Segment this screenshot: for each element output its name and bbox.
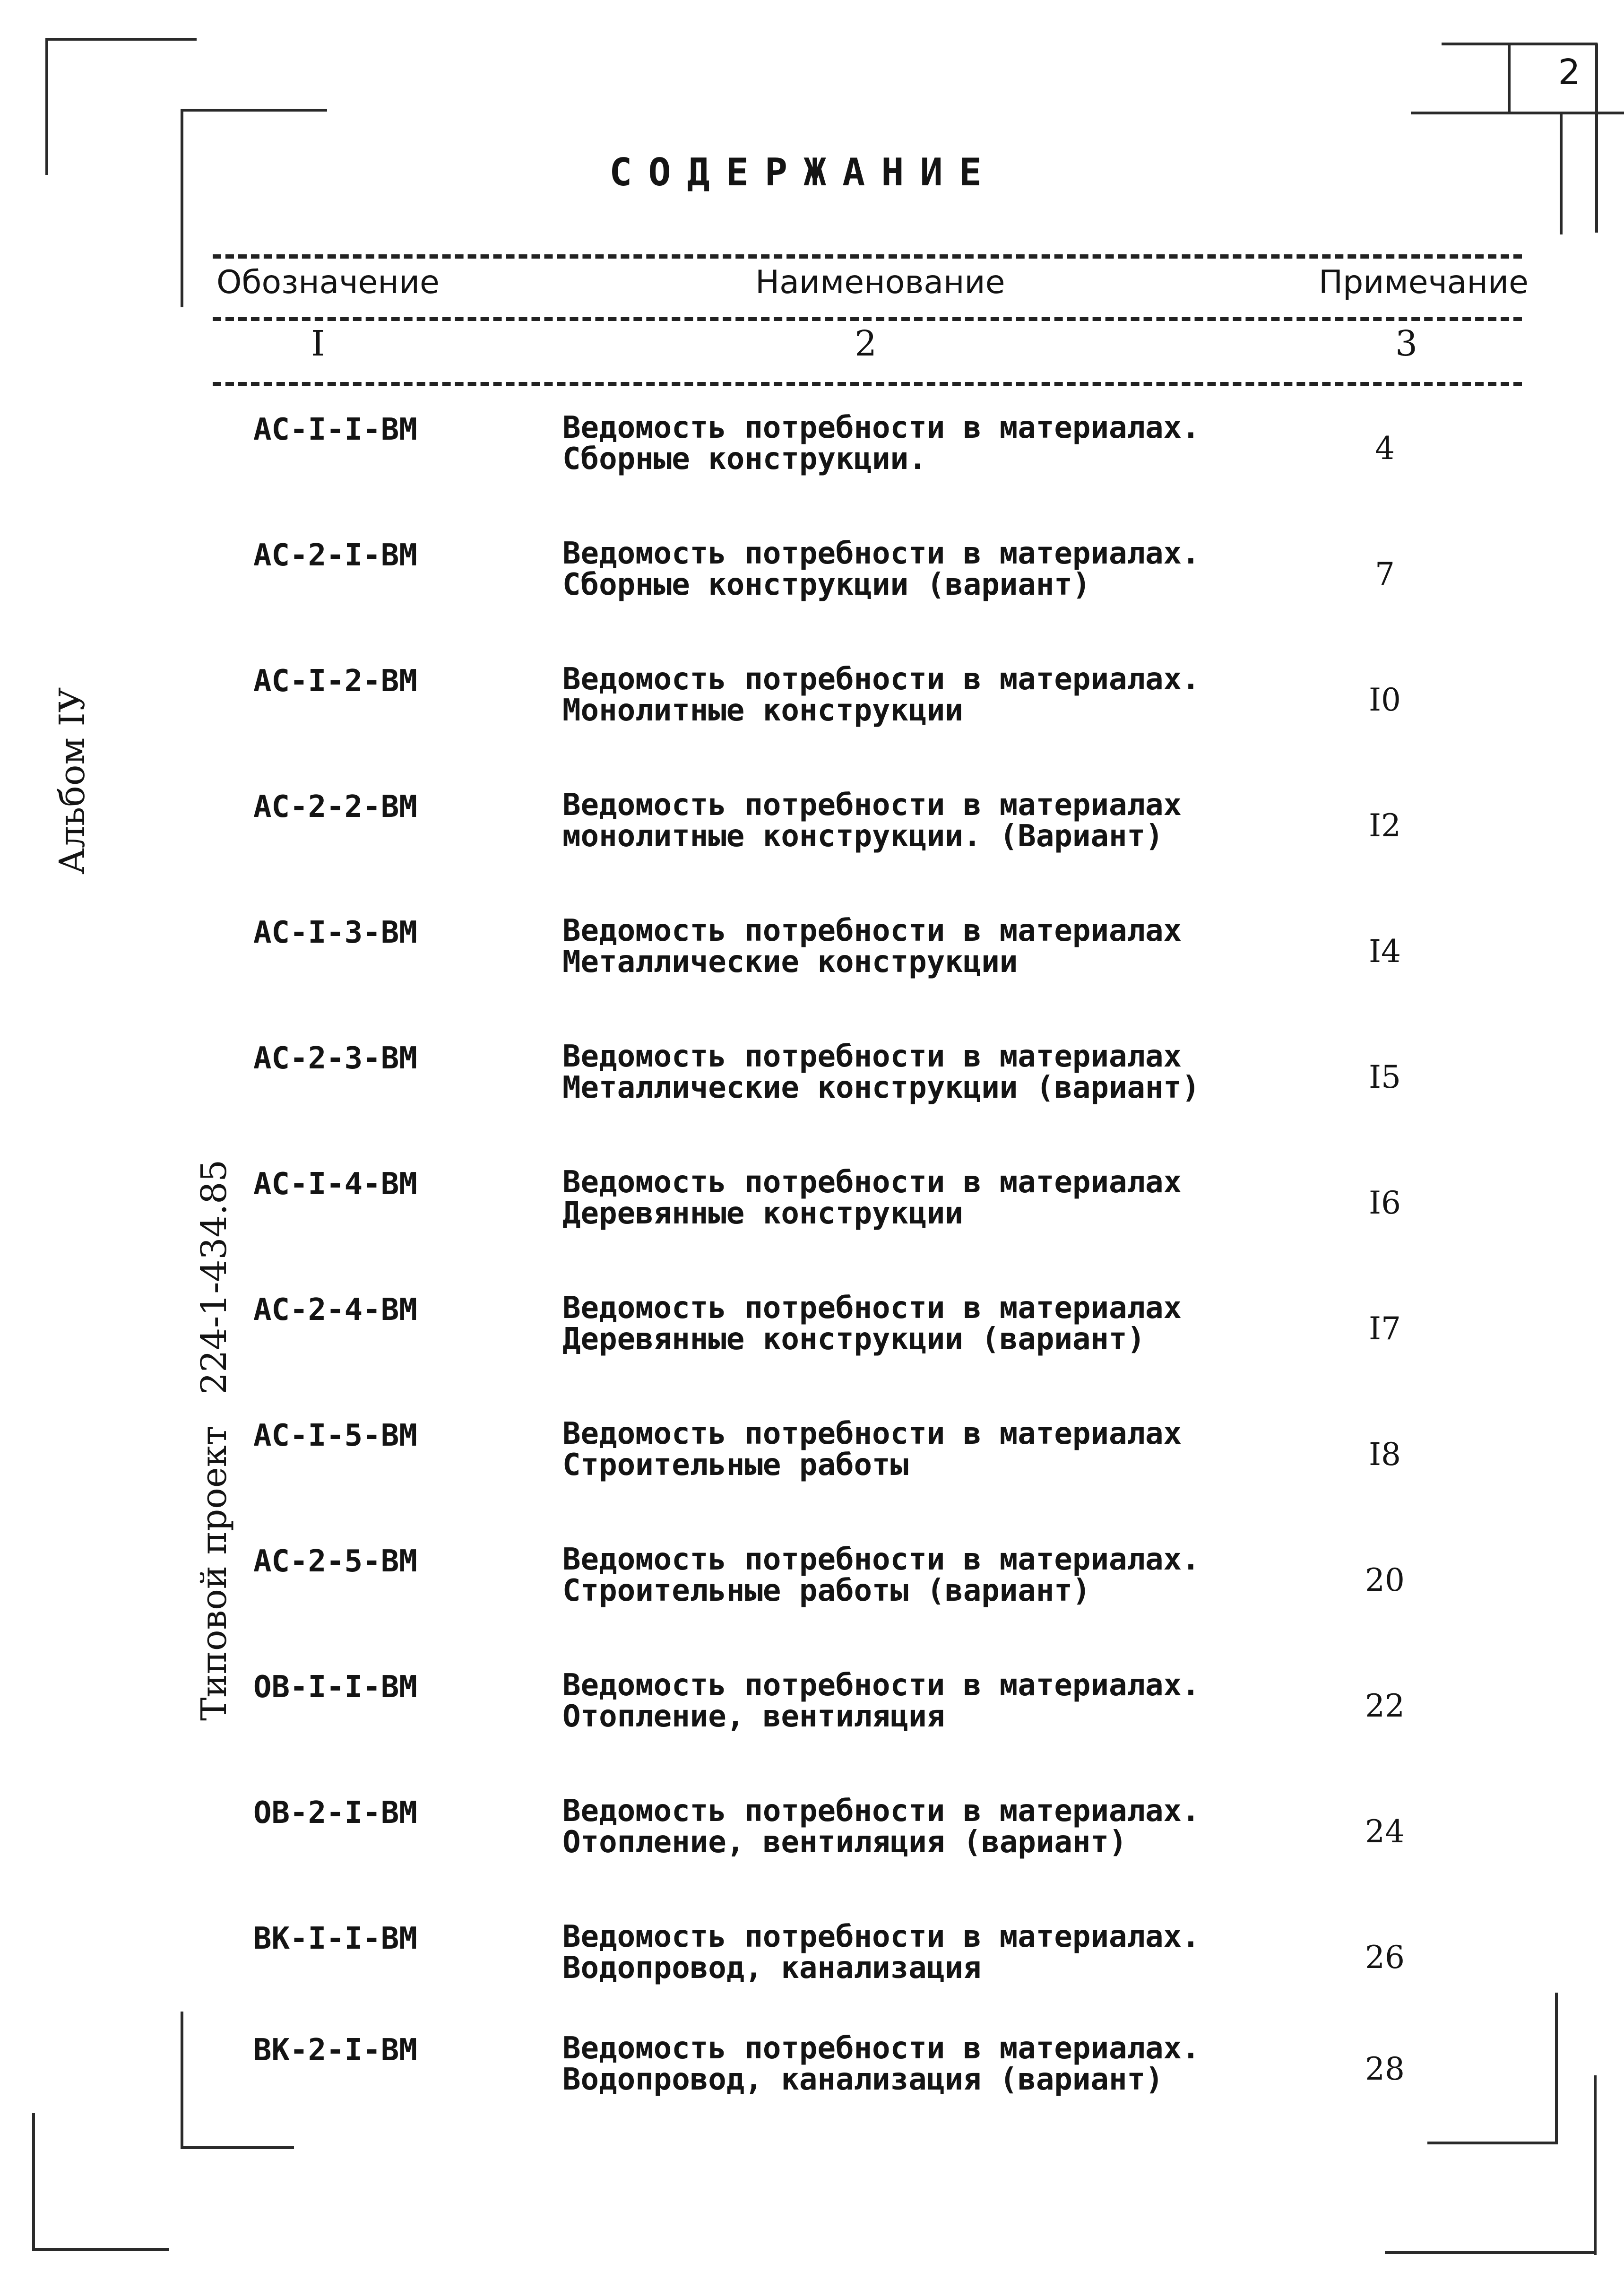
header-name: Наименование bbox=[755, 264, 1005, 301]
row-designation: АС-I-2-ВМ bbox=[253, 664, 417, 699]
row-note: 28 bbox=[1365, 2051, 1405, 2087]
row-name-line-1: Ведомость потребности в материалах bbox=[562, 1165, 1182, 1200]
row-name-line-1: Ведомость потребности в материалах bbox=[562, 1039, 1182, 1074]
row-note: 22 bbox=[1365, 1688, 1405, 1724]
frame-line-outer-bottom-right bbox=[1385, 2251, 1595, 2254]
row-name bbox=[562, 915, 1390, 978]
row-name-line-2: Строительные работы bbox=[562, 1448, 909, 1483]
row-designation: АС-2-5-ВМ bbox=[253, 1544, 417, 1579]
table-row bbox=[0, 789, 1624, 915]
row-name bbox=[562, 538, 1390, 600]
column-number-2: 2 bbox=[855, 323, 877, 364]
row-note: 26 bbox=[1365, 1939, 1405, 1976]
column-number-3: 3 bbox=[1395, 323, 1418, 364]
table-row bbox=[0, 538, 1624, 664]
side-label-album: Альбом IУ bbox=[52, 687, 93, 875]
row-designation: АС-I-5-ВМ bbox=[253, 1418, 417, 1453]
row-name bbox=[562, 2033, 1390, 2095]
header-rule-top bbox=[213, 254, 1522, 259]
row-name bbox=[562, 664, 1390, 726]
row-name-line-1: Ведомость потребности в материалах bbox=[562, 913, 1182, 948]
table-row bbox=[0, 1921, 1624, 2047]
frame-line-inner-top-left bbox=[181, 109, 327, 112]
frame-line-inner-right-top bbox=[1560, 112, 1563, 234]
row-note: I8 bbox=[1368, 1436, 1401, 1473]
frame-line-outer-bottom-left bbox=[32, 2248, 169, 2251]
row-note: I2 bbox=[1368, 807, 1401, 844]
table-row bbox=[0, 664, 1624, 789]
row-name bbox=[562, 1041, 1390, 1103]
row-note: I6 bbox=[1368, 1185, 1401, 1221]
row-name-line-1: Ведомость потребности в материалах bbox=[562, 788, 1182, 823]
row-name-line-1: Ведомость потребности в материалах. bbox=[562, 1668, 1200, 1703]
row-note: 4 bbox=[1375, 430, 1395, 467]
row-name-line-2: Водопровод, канализация (вариант) bbox=[562, 2062, 1164, 2097]
header-rule-bottom bbox=[213, 382, 1522, 386]
row-note: I5 bbox=[1368, 1059, 1401, 1095]
row-name-line-1: Ведомость потребности в материалах. bbox=[562, 1919, 1200, 1954]
row-name-line-1: Ведомость потребности в материалах. bbox=[562, 1542, 1200, 1577]
frame-line-inner-left-top bbox=[181, 109, 183, 307]
table-row bbox=[0, 915, 1624, 1041]
header-designation: Обозначение bbox=[216, 264, 440, 301]
row-name-line-2: Отопление, вентиляция bbox=[562, 1699, 945, 1734]
row-designation: ВК-I-I-ВМ bbox=[253, 1921, 417, 1956]
table-row bbox=[0, 412, 1624, 538]
row-name-line-1: Ведомость потребности в материалах bbox=[562, 1291, 1182, 1326]
row-name-line-2: Строительные работы (вариант) bbox=[562, 1573, 1091, 1608]
row-designation: АС-2-2-ВМ bbox=[253, 789, 417, 824]
row-name-line-2: Деревянные конструкции bbox=[562, 1196, 963, 1231]
row-name-line-2: Сборные конструкции. bbox=[562, 442, 927, 477]
column-number-1: I bbox=[311, 323, 325, 364]
row-name bbox=[562, 1670, 1390, 1732]
side-label-project-number: 224-1-434.85 bbox=[194, 1159, 234, 1395]
row-name-line-2: Водопровод, канализация bbox=[562, 1951, 982, 1986]
row-name bbox=[562, 789, 1390, 852]
row-name-line-2: Монолитные конструкции bbox=[562, 693, 963, 728]
row-name-line-2: Металлические конструкции bbox=[562, 945, 1018, 980]
row-designation: АС-2-3-ВМ bbox=[253, 1041, 417, 1076]
row-name-line-1: Ведомость потребности в материалах. bbox=[562, 410, 1200, 445]
row-name bbox=[562, 1418, 1390, 1481]
table-row bbox=[0, 2033, 1624, 2159]
row-designation: АС-I-I-ВМ bbox=[253, 412, 417, 447]
row-name bbox=[562, 1544, 1390, 1606]
frame-line-outer-left-top bbox=[45, 38, 48, 175]
row-name-line-1: Ведомость потребности в материалах. bbox=[562, 2031, 1200, 2066]
side-label-project: Типовой проект bbox=[194, 1426, 234, 1721]
row-name-line-1: Ведомость потребности в материалах bbox=[562, 1416, 1182, 1451]
table-row bbox=[0, 1544, 1624, 1670]
row-designation: АС-I-4-ВМ bbox=[253, 1167, 417, 1202]
row-name bbox=[562, 1795, 1390, 1858]
row-note: 24 bbox=[1365, 1813, 1405, 1850]
row-name bbox=[562, 1292, 1390, 1355]
row-designation: АС-2-4-ВМ bbox=[253, 1292, 417, 1327]
row-name bbox=[562, 1921, 1390, 1984]
row-designation: ОВ-2-I-ВМ bbox=[253, 1795, 417, 1830]
row-name-line-2: монолитные конструкции. (Вариант) bbox=[562, 819, 1164, 854]
page-title: СОДЕРЖАНИЕ bbox=[609, 150, 998, 194]
row-note: I0 bbox=[1368, 682, 1401, 718]
row-name bbox=[562, 412, 1390, 475]
table-row bbox=[0, 1167, 1624, 1292]
row-designation: АС-I-3-ВМ bbox=[253, 915, 417, 950]
row-note: I4 bbox=[1368, 933, 1401, 970]
header-rule-middle bbox=[213, 317, 1522, 321]
table-row bbox=[0, 1670, 1624, 1795]
row-designation: ВК-2-I-ВМ bbox=[253, 2033, 417, 2068]
row-name-line-2: Отопление, вентиляция (вариант) bbox=[562, 1825, 1127, 1860]
page-number: 2 bbox=[1558, 52, 1581, 93]
row-name-line-1: Ведомость потребности в материалах. bbox=[562, 662, 1200, 697]
row-name-line-2: Металлические конструкции (вариант) bbox=[562, 1070, 1200, 1105]
row-name-line-1: Ведомость потребности в материалах. bbox=[562, 536, 1200, 571]
row-note: I7 bbox=[1368, 1310, 1401, 1347]
row-name-line-2: Сборные конструкции (вариант) bbox=[562, 567, 1091, 602]
table-row bbox=[0, 1795, 1624, 1921]
row-note: 7 bbox=[1375, 556, 1395, 592]
row-note: 20 bbox=[1365, 1562, 1405, 1598]
table-row bbox=[0, 1041, 1624, 1167]
frame-line-outer-top-left bbox=[45, 38, 197, 41]
table-row bbox=[0, 1418, 1624, 1544]
table-row bbox=[0, 1292, 1624, 1418]
row-designation: АС-2-I-ВМ bbox=[253, 538, 417, 573]
row-name-line-2: Деревянные конструкции (вариант) bbox=[562, 1322, 1145, 1357]
row-name bbox=[562, 1167, 1390, 1229]
header-note: Примечание bbox=[1319, 264, 1529, 301]
row-designation: ОВ-I-I-ВМ bbox=[253, 1670, 417, 1705]
row-name-line-1: Ведомость потребности в материалах. bbox=[562, 1794, 1200, 1829]
